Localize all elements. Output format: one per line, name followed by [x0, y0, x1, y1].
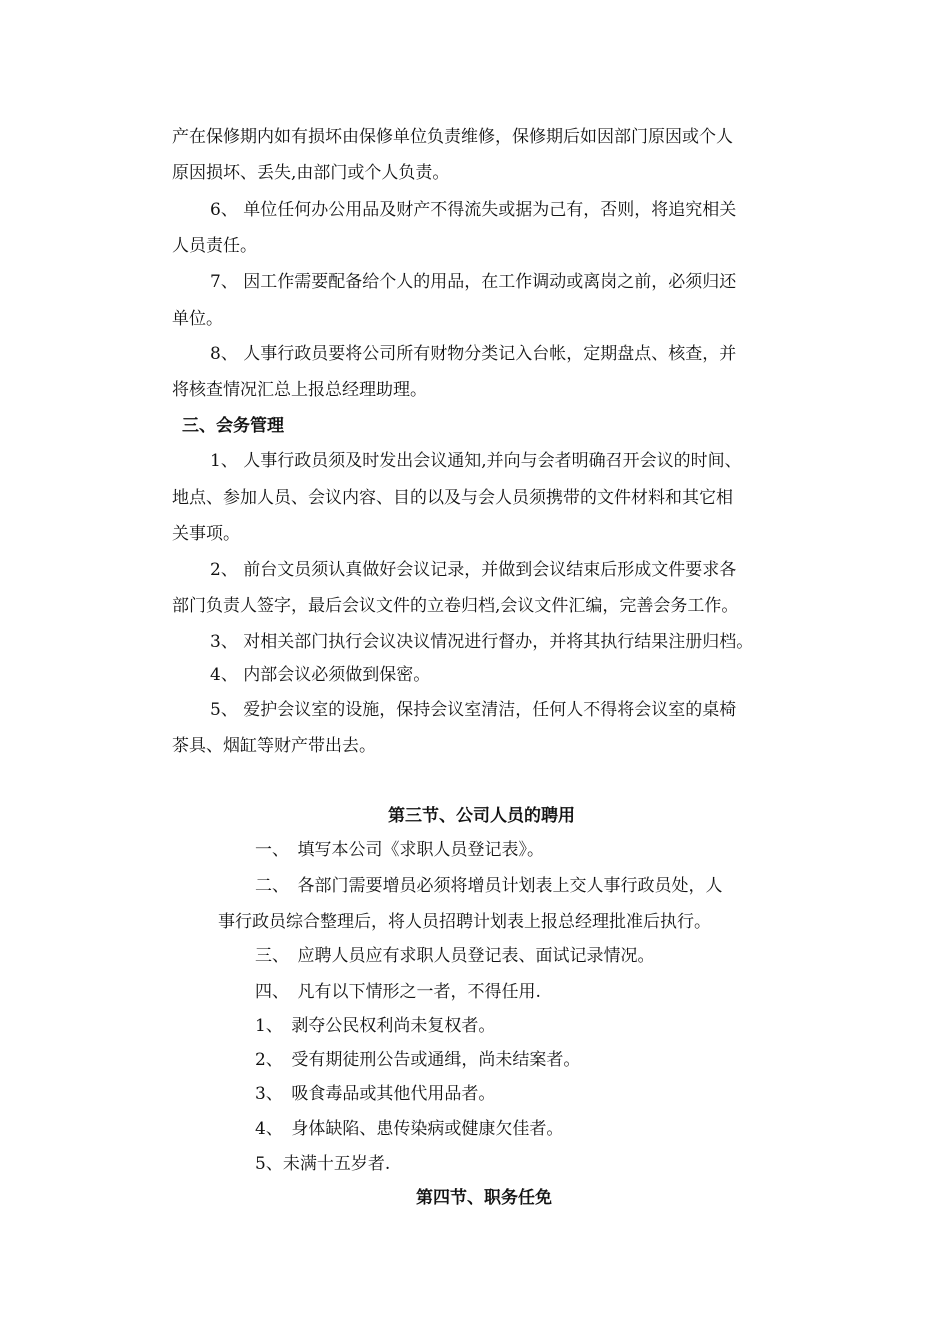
list-item: 3、 对相关部门执行会议决议情况进行督办，并将其执行结果注册归档。 [210, 632, 754, 652]
paragraph-line: 关事项。 [172, 524, 240, 544]
list-item: 3、 吸食毒品或其他代用品者。 [255, 1084, 496, 1104]
list-item: 5、 爱护会议室的设施，保持会议室清洁，任何人不得将会议室的桌椅 [210, 700, 737, 720]
section-title: 第四节、职务任免 [416, 1188, 552, 1208]
paragraph-line: 部门负责人签字，最后会议文件的立卷归档,会议文件汇编，完善会务工作。 [172, 596, 739, 616]
list-item: 6、 单位任何办公用品及财产不得流失或据为己有，否则，将追究相关 [210, 200, 737, 220]
list-item: 二、 各部门需要增员必须将增员计划表上交人事行政员处，人 [255, 876, 723, 896]
list-item: 4、 内部会议必须做到保密。 [210, 665, 431, 685]
paragraph-line: 原因损坏、丢失,由部门或个人负责。 [172, 163, 450, 183]
paragraph-line: 事行政员综合整理后，将人员招聘计划表上报总经理批准后执行。 [218, 912, 711, 932]
list-item: 4、 身体缺陷、患传染病或健康欠佳者。 [255, 1119, 564, 1139]
paragraph-line: 茶具、烟缸等财产带出去。 [172, 736, 376, 756]
section-title: 第三节、公司人员的聘用 [388, 806, 575, 826]
list-item: 1、 剥夺公民权利尚未复权者。 [255, 1016, 496, 1036]
section-heading: 三、会务管理 [182, 416, 284, 436]
list-item: 三、 应聘人员应有求职人员登记表、面试记录情况。 [255, 946, 655, 966]
list-item: 5、未满十五岁者. [255, 1154, 391, 1174]
paragraph-line: 产在保修期内如有损坏由保修单位负责维修，保修期后如因部门原因或个人 [172, 127, 733, 147]
paragraph-line: 将核查情况汇总上报总经理助理。 [172, 380, 427, 400]
list-item: 1、 人事行政员须及时发出会议通知,并向与会者明确召开会议的时间、 [210, 451, 742, 471]
paragraph-line: 单位。 [172, 309, 223, 329]
list-item: 2、 前台文员须认真做好会议记录，并做到会议结束后形成文件要求各 [210, 560, 737, 580]
list-item: 一、 填写本公司《求职人员登记表》。 [255, 840, 544, 860]
list-item: 8、 人事行政员要将公司所有财物分类记入台帐，定期盘点、核查，并 [210, 344, 737, 364]
paragraph-line: 人员责任。 [172, 236, 257, 256]
list-item: 7、 因工作需要配备给个人的用品，在工作调动或离岗之前，必须归还 [210, 272, 737, 292]
list-item: 2、 受有期徒刑公告或通缉，尚未结案者。 [255, 1050, 581, 1070]
paragraph-line: 地点、参加人员、会议内容、目的以及与会人员须携带的文件材料和其它相 [172, 488, 733, 508]
list-item: 四、 凡有以下情形之一者，不得任用. [255, 982, 541, 1002]
